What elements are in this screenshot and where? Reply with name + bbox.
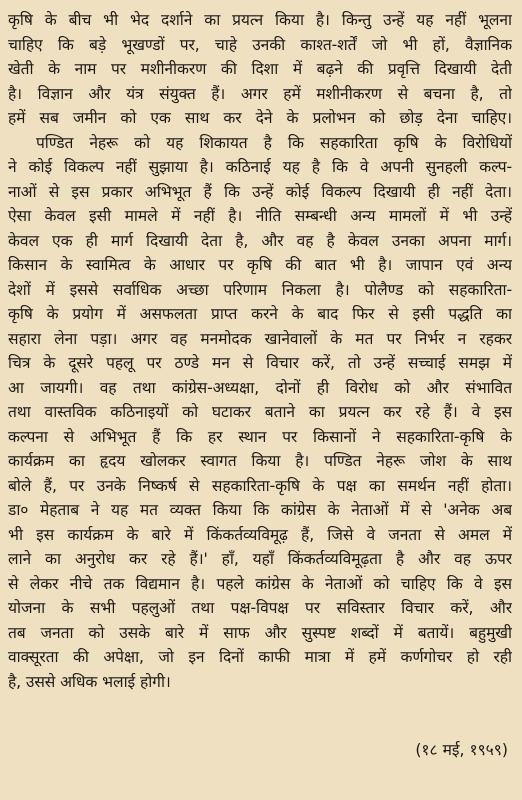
text-line: खेती के नाम पर मशीनीकरण की दिशा में बढ़ने की प्रवृत्ति दिखायी देती: [8, 60, 512, 78]
text-line: तथा वास्तविक कठिनाइयों को घटाकर बताने का प्रयत्न कर रहे हैं। वे इस: [8, 403, 512, 421]
text-line: चाहिए कि बड़े भूखण्डों पर, चाहे उनकी काश्त-शर्तें जो भी हों, वैज्ञानिक: [8, 35, 512, 54]
text-line: ने कोई विकल्प नहीं सुझाया है। कठिनाई यह है कि वे अपनी सुनहली कल्प-: [8, 158, 512, 176]
text-line: चित्र के दूसरे पहलू पर ठण्डे मन से विचार करें, तो उन्हें सच्चाई समझ में: [8, 354, 512, 372]
text-line: है। विज्ञान और यंत्र संयुक्त हैं। अगर हमें मशीनीकरण से बचना है, तो: [8, 84, 512, 103]
text-line: कार्यक्रम का हृदय खोलकर स्वागत किया है। पण्डित नेहरू जोश के साथ: [8, 452, 512, 470]
dateline: (१८ मई, १९५९): [415, 741, 508, 759]
text-line: है, उससे अधिक भलाई होगी।: [8, 672, 171, 691]
paragraph-2: [8, 131, 512, 695]
text-line: सहारा लेना पड़ा। अगर वह मनमोदक खानेवालों के मत पर निर्भर न रहकर: [8, 329, 512, 348]
text-line: बोले हैं, पर उनके निष्कर्ष से सहकारिता-कृषि के पक्ष का समर्थन नहीं होता।: [8, 476, 512, 495]
text-line: लाने का अनुरोध कर रहे हैं।' हाँ, यहाँ किंकर्तव्यविमूढ़ता है और वह ऊपर: [8, 550, 512, 568]
text-line: आ जायगी। वह तथा कांग्रेस-अध्यक्षा, दोनों ही विरोध को और संभावित: [8, 378, 512, 397]
text-line: तब जनता को उसके बारे में साफ और सुस्पष्ट शब्दों में बतायें। बहुमुखी: [8, 623, 512, 642]
paragraph-1: [8, 8, 512, 131]
text-line: योजना के सभी पहलुओं तथा पक्ष-विपक्ष पर सविस्तार विचार करें, और: [8, 599, 512, 617]
text-line: कृषि के बीच भी भेद दर्शाने का प्रयत्न किया है। किन्तु उन्हें यह नहीं भूलना: [8, 11, 512, 29]
text-line: पण्डित नेहरू को यह शिकायत है कि सहकारिता कृषि के विरोधियों: [36, 133, 512, 152]
text-line: कल्पना से अभिभूत हैं कि हर स्थान पर किसानों ने सहकारिता-कृषि के: [8, 427, 512, 446]
text-line: कृषि के प्रयोग में असफलता प्राप्त करने के बाद फिर से इसी पद्धति का: [8, 305, 512, 323]
text-line: देशों में इससे सर्वाधिक अच्छा परिणाम निकला है। पोलैण्ड को सहकारिता-: [8, 280, 512, 299]
text-line: नाओं से इस प्रकार अभिभूत हैं कि उन्हें कोई विकल्प दिखायी ही नहीं देता।: [8, 182, 512, 201]
text-line: ऐसा केवल इसी मामले में नहीं है। नीति सम्बन्धी अन्य मामलों में भी उन्हें: [8, 207, 512, 225]
text-line: वाक्सूरता की अपेक्षा, जो इन दिनों काफी मात्रा में हमें कर्णगोचर हो रही: [8, 648, 512, 666]
text-line: केवल एक ही मार्ग दिखायी देता है, और वह है केवल उनका अपना मार्ग।: [8, 231, 512, 250]
text-line: डा० मेहताब ने यह मत व्यक्त किया कि कांग्रेस के नेताओं में से 'अनेक अब: [8, 501, 512, 519]
text-line: से लेकर नीचे तक विद्यमान है। पहले कांग्रेस के नेताओं को चाहिए कि वे इस: [8, 574, 512, 593]
text-line: हमें सब जमीन को एक साथ कर देने के प्रलोभन को छोड़ देना चाहिए।: [8, 109, 512, 127]
text-line: भी इस कार्यक्रम के बारे में किंकर्तव्यविमूढ़ हैं, जिसे वे जनता से अमल में: [8, 525, 512, 544]
text-line: किसान के स्वामित्व के आधार पर कृषि की बात भी है। जापान एवं अन्य: [8, 256, 512, 274]
